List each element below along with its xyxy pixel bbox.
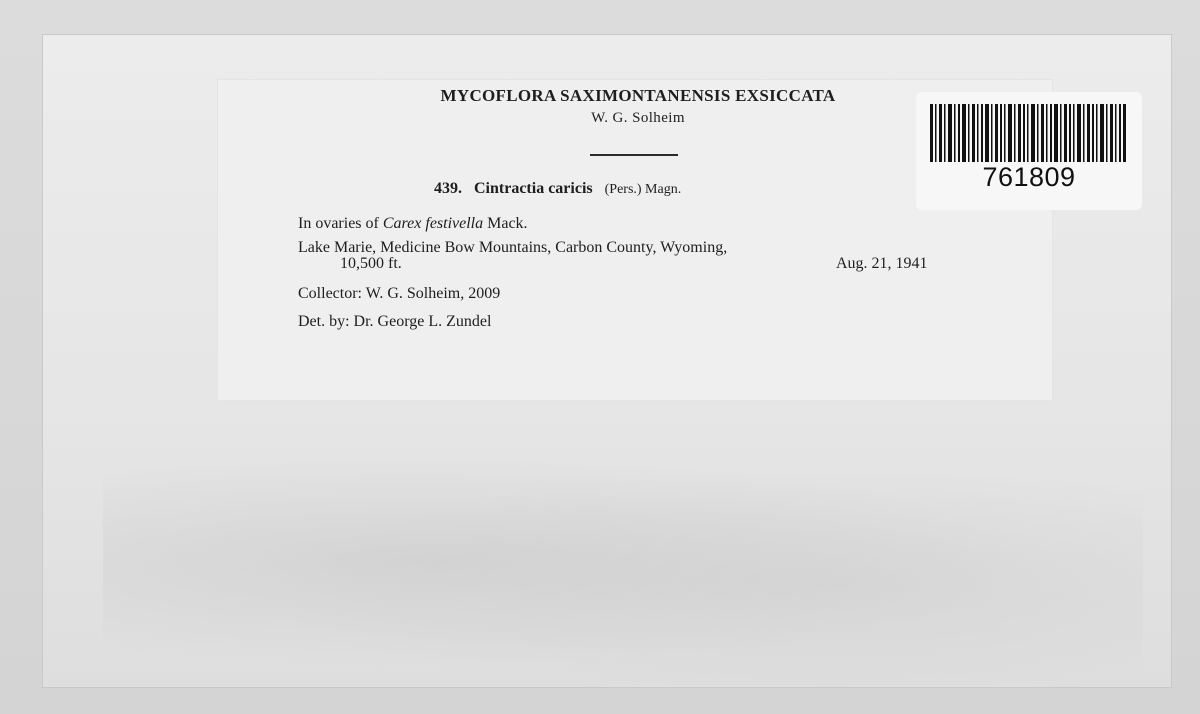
barcode-label (916, 92, 1142, 210)
species-line (434, 180, 681, 198)
title-divider (590, 154, 678, 156)
elevation: 10,500 ft. (340, 255, 402, 272)
collection-date: Aug. 21, 1941 (836, 255, 928, 272)
locality: Lake Marie, Medicine Bow Mountains, Carbon County, Wyoming, (298, 239, 728, 256)
envelope-texture (103, 435, 1143, 685)
host-line (298, 214, 528, 234)
species-authority: (Pers.) Magn. (604, 182, 682, 197)
collector: Collector: W. G. Solheim, 2009 (298, 285, 501, 302)
determiner: Det. by: Dr. George L. Zundel (298, 313, 492, 330)
series-author: W. G. Solheim (591, 110, 685, 126)
exsiccata-number: 439. (434, 180, 462, 197)
host-prefix: In ovaries of (298, 215, 379, 232)
host-authority: Mack. (487, 215, 528, 232)
barcode-number: 761809 (982, 162, 1076, 192)
series-title: MYCOFLORA SAXIMONTANENSIS EXSICCATA (440, 86, 836, 105)
species-name: Cintractia caricis (474, 180, 593, 197)
barcode-icon (930, 104, 1126, 162)
host-name: Carex festivella (382, 215, 484, 232)
